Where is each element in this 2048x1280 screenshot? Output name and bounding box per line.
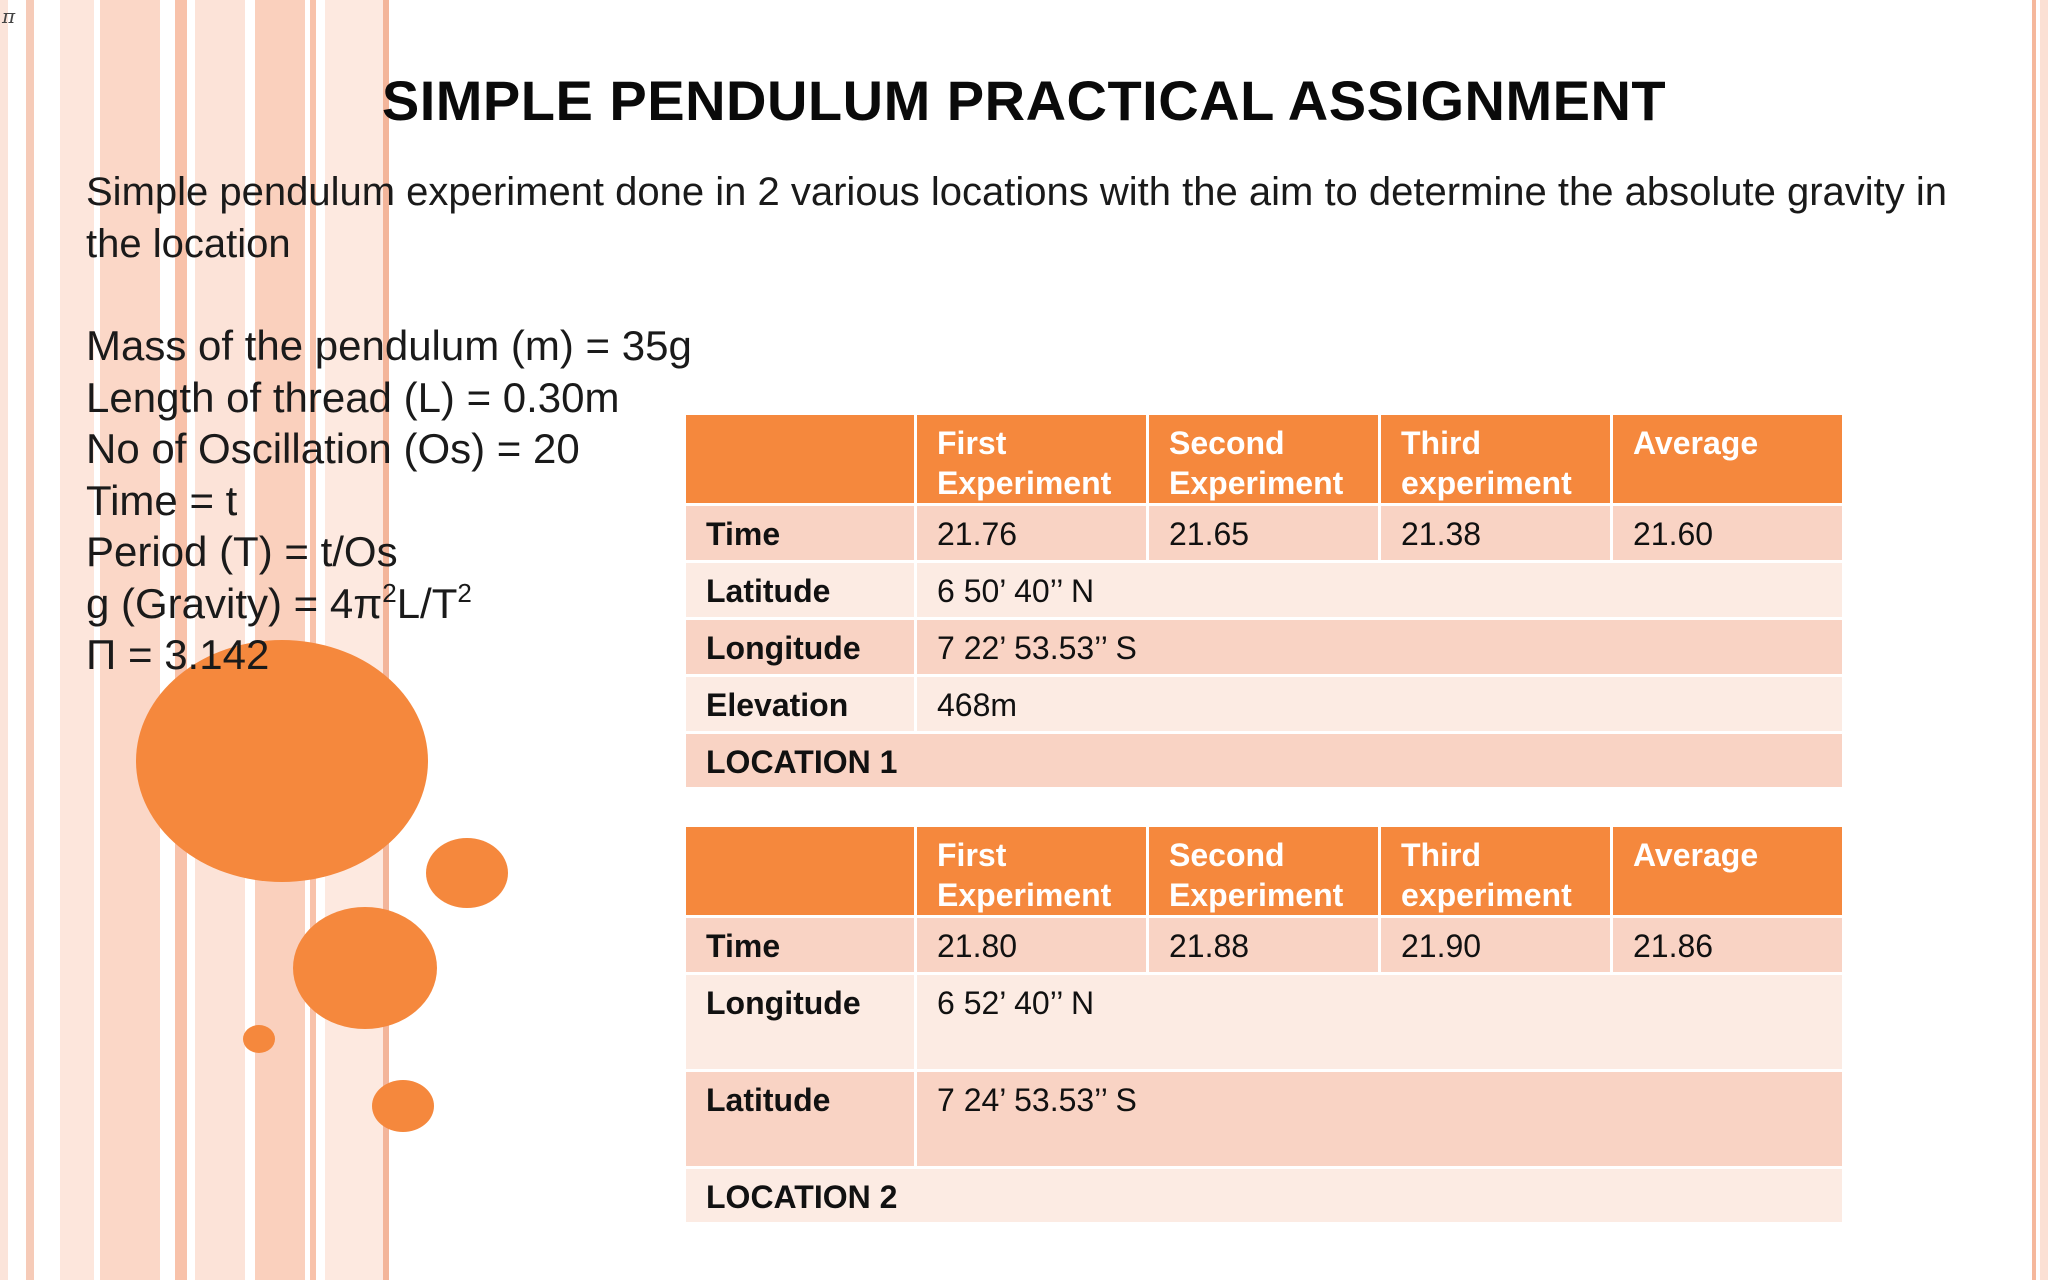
header-second-experiment: Second Experiment (1148, 414, 1380, 505)
time-value-first: 21.80 (916, 917, 1148, 974)
longitude-value: 7 22’ 53.53’’ S (916, 619, 1844, 676)
location-2-label: LOCATION 2 (685, 1168, 1844, 1224)
corner-pi-glyph: π (2, 4, 16, 28)
latitude-label: Latitude (685, 562, 916, 619)
header-average: Average (1612, 826, 1844, 917)
time-value-third: 21.90 (1380, 917, 1612, 974)
location-1-table (683, 412, 1845, 790)
header-empty (685, 826, 916, 917)
tiny-decorative-circle (243, 1025, 275, 1053)
pi-value: Π = 3.142 (86, 631, 270, 678)
elevation-row (685, 676, 1844, 733)
time-label: Time (685, 917, 916, 974)
longitude-label: Longitude (685, 974, 916, 1071)
small-decorative-circle-bottom (372, 1080, 434, 1132)
latitude-value: 6 50’ 40’’ N (916, 562, 1844, 619)
header-third-experiment: Third experiment (1380, 826, 1612, 917)
table-header-row (685, 826, 1844, 917)
location-row (685, 1168, 1844, 1224)
page-title: SIMPLE PENDULUM PRACTICAL ASSIGNMENT (381, 69, 1667, 132)
time-value-second: 21.88 (1148, 917, 1380, 974)
location-2-table (683, 824, 1845, 1225)
header-second-experiment: Second Experiment (1148, 826, 1380, 917)
latitude-value: 7 24’ 53.53’’ S (916, 1071, 1844, 1168)
header-third-experiment: Third experiment (1380, 414, 1612, 505)
elevation-value: 468m (916, 676, 1844, 733)
header-empty (685, 414, 916, 505)
period-formula: Period (T) = t/Os (86, 528, 398, 575)
time-row (685, 505, 1844, 562)
time-value-third: 21.38 (1380, 505, 1612, 562)
table-header-row (685, 414, 1844, 505)
time-row (685, 917, 1844, 974)
header-first-experiment: First Experiment (916, 826, 1148, 917)
latitude-row (685, 562, 1844, 619)
oscillation-parameter: No of Oscillation (Os) = 20 (86, 425, 580, 472)
time-parameter: Time = t (86, 476, 238, 524)
header-first-experiment: First Experiment (916, 414, 1148, 505)
length-parameter: Length of thread (L) = 0.30m (86, 373, 620, 421)
location-row (685, 733, 1844, 789)
time-value-second: 21.65 (1148, 505, 1380, 562)
small-decorative-circle (426, 838, 508, 908)
parameters-list (86, 320, 692, 681)
longitude-row (685, 974, 1844, 1071)
time-label: Time (685, 505, 916, 562)
gravity-formula: g (Gravity) = $4\pi^2L/T^2$ (86, 577, 472, 627)
longitude-row (685, 619, 1844, 676)
longitude-label: Longitude (685, 619, 916, 676)
latitude-label: Latitude (685, 1071, 916, 1168)
longitude-value: 6 52’ 40’’ N (916, 974, 1844, 1071)
intro-text: Simple pendulum experiment done in 2 various locations with the aim to determine the absolute gravity in the location (86, 170, 1948, 266)
time-value-average: 21.60 (1612, 505, 1844, 562)
time-value-first: 21.76 (916, 505, 1148, 562)
latitude-row (685, 1071, 1844, 1168)
header-average: Average (1612, 414, 1844, 505)
medium-decorative-circle (293, 907, 437, 1029)
elevation-label: Elevation (685, 676, 916, 733)
location-1-label: LOCATION 1 (685, 733, 1844, 789)
time-value-average: 21.86 (1612, 917, 1844, 974)
mass-parameter: Mass of the pendulum (m) = 35g (86, 322, 692, 369)
